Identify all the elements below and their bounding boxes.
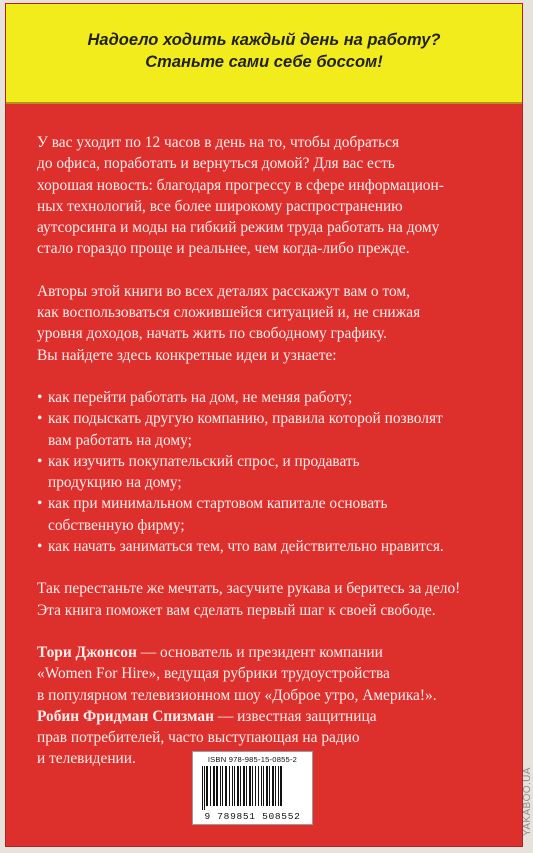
barcode-bar (216, 766, 218, 806)
barcode-bar (206, 766, 208, 806)
isbn-barcode (192, 751, 313, 825)
barcode-bar (255, 766, 256, 806)
list-item (37, 493, 513, 536)
text-line: У вас уходит по 12 часов в день на то, чтобы добраться (37, 134, 400, 151)
list-item-text: продукцию на дому; (48, 474, 182, 492)
bullet-marker: • (37, 538, 43, 556)
text-line: уровня доходов, начать жить по свободному графику. (37, 325, 387, 343)
bullet-marker: • (37, 452, 43, 470)
bullet-marker: • (37, 495, 43, 513)
slogan-banner (6, 4, 522, 104)
barcode-bar (246, 766, 247, 806)
author-2-name: Робин Фридман Спизман (37, 707, 214, 725)
blurb-text (37, 132, 513, 770)
text-line: в популярном телевизионном шоу «Доброе утро, Америка!». (37, 686, 437, 704)
author-2-desc: — известная защитница (213, 707, 377, 725)
store-watermark: YAKABOO.UA (522, 767, 533, 836)
barcode-bar (220, 766, 221, 806)
barcode-bar (240, 766, 241, 806)
author-1-line (37, 642, 513, 663)
isbn-label: ISBN 978-985-15-0855-2 (207, 755, 298, 764)
intro-paragraph (37, 132, 513, 260)
barcode-bar (275, 766, 276, 806)
text-line: хорошая новость: благодаря прогрессу в сфере информацион- (37, 176, 444, 194)
barcode-bars (200, 766, 305, 810)
text-line: Авторы этой книги во всех деталях расскажут вам о том, (37, 282, 410, 300)
barcode-bar (222, 766, 223, 806)
author-2-line (37, 706, 513, 727)
list-item (37, 451, 513, 494)
text-line: Вы найдете здесь конкретные идеи и узнаете: (37, 346, 337, 364)
text-line: стало гораздо проще и реальнее, чем когда-либо прежде. (37, 240, 410, 258)
list-item-text: как изучить покупательский спрос, и продавать (48, 452, 360, 470)
author-1-name: Тори Джонсон (37, 643, 137, 661)
bullet-marker: • (37, 388, 43, 406)
barcode-bar (225, 766, 227, 806)
barcode-bar (204, 766, 205, 810)
barcode-bar (243, 766, 245, 806)
text-line: как воспользоваться сложившейся ситуацией и, не снижая (37, 304, 421, 322)
barcode-bar (252, 766, 253, 806)
text-line: прав потребителей, часто выступающая на радио (37, 729, 360, 747)
barcode-bar (202, 766, 203, 810)
barcode-bar (249, 766, 251, 806)
list-item-text: как при минимальном стартовом капитале основать (48, 495, 388, 513)
slogan-line-1: Надоело ходить каждый день на работу? (87, 31, 441, 49)
list-item-text: как перейти работать на дом, не меняя работу; (48, 388, 353, 406)
text-line: Так перестаньте же мечтать, засучите рукава и беритесь за дело! (37, 580, 461, 598)
list-item (37, 387, 513, 408)
text-line: ных технологий, все более широкому распространению (37, 197, 403, 215)
benefits-list (37, 387, 513, 557)
barcode-bar (258, 766, 259, 806)
authors-paragraph (37, 281, 513, 366)
barcode-bar (234, 766, 235, 806)
text-line: аутсорсинга и моды на гибкий режим труда работать на дому (37, 219, 440, 237)
barcode-bar (213, 766, 215, 806)
barcode-bar (232, 766, 233, 806)
barcode-bar (229, 766, 230, 806)
list-item-text: как подыскать другую компанию, правила которой позволят (48, 410, 443, 428)
text-line: Эта книга поможет вам сделать первый шаг к своей свободе. (37, 601, 436, 619)
text-line: «Women For Hire», ведущая рубрики трудоустройства (37, 665, 390, 683)
list-item-text: вам работать на дому; (48, 431, 192, 449)
list-item-text: собственную фирму; (48, 516, 185, 534)
barcode-bar (278, 766, 279, 806)
barcode-bar (210, 766, 211, 806)
slogan-line-2: Станьте сами себе боссом! (145, 53, 383, 71)
barcode-bar (272, 766, 274, 806)
author-1-desc: — основатель и президент компании (136, 643, 383, 661)
bullet-marker: • (37, 410, 43, 428)
barcode-bar (269, 766, 270, 806)
barcode-bar (237, 766, 239, 806)
barcode-digits: 9 789851 508552 (204, 811, 301, 822)
list-item (37, 536, 513, 557)
barcode-bar (266, 766, 268, 806)
list-item (37, 408, 513, 451)
closing-paragraph (37, 578, 513, 621)
text-line: и телевидении. (37, 750, 136, 768)
text-line: до офиса, поработать и вернуться домой? Для вас есть (37, 155, 395, 173)
list-item-text: как начать заниматься тем, что вам действительно нравится. (48, 538, 444, 556)
barcode-bar (261, 766, 262, 806)
barcode-bar (280, 766, 282, 806)
book-back-cover (6, 4, 522, 846)
barcode-bar (263, 766, 264, 806)
